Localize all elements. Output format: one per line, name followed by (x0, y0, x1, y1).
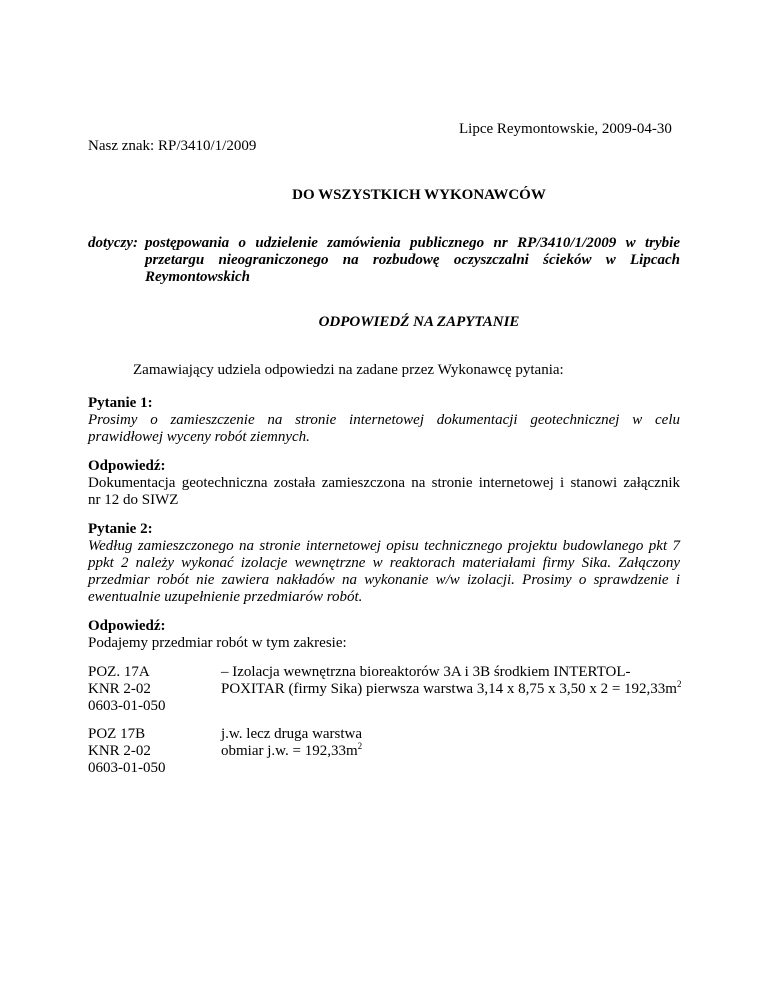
position-desc-line: obmiar j.w. = 192,33m (221, 743, 358, 759)
answer-2 (88, 618, 680, 652)
question-2-line: ppkt 2 należy wykonać izolacje wewnętrzne w reaktorach materiałami firmy Sika. Załączony (88, 555, 680, 571)
subject-line: postępowania o udzielenie zamówienia publicznego nr RP/3410/1/2009 w trybie (145, 235, 680, 251)
answer-1-line: nr 12 do SIWZ (88, 492, 179, 508)
reference-number: Nasz znak: RP/3410/1/2009 (88, 138, 257, 154)
question-1 (88, 395, 680, 446)
answer-1 (88, 458, 680, 509)
position-desc-line: j.w. lecz druga warstwa (221, 726, 363, 742)
question-2-line: przedmiar robót nie zawiera nakładów na wykonanie w/w izolacji. Prosimy o sprawdzenie i (88, 572, 680, 588)
subject-block (88, 235, 680, 286)
position-codes (88, 664, 198, 715)
position-desc-line: POXITAR (firmy Sika) pierwsza warstwa 3,14 x 8,75 x 3,50 x 2 = 192,33m (221, 681, 677, 697)
subject-line: przetargu nieograniczonego na rozbudowę oczyszczalni ścieków w Lipcach (145, 252, 680, 268)
question-2-line: ewentualnie uzupełnienie przedmiarów robót. (88, 589, 363, 605)
position-number: POZ. 17A (88, 664, 150, 680)
question-2 (88, 521, 680, 606)
position-description (221, 664, 691, 698)
position-number: POZ 17B (88, 726, 146, 742)
question-1-label: Pytanie 1: (88, 395, 153, 411)
position-code: 0603-01-050 (88, 760, 166, 776)
question-2-label: Pytanie 2: (88, 521, 153, 537)
subject-label: dotyczy: (88, 235, 138, 251)
position-desc-line: – Izolacja wewnętrzna bioreaktorów 3A i 3B środkiem INTERTOL- (221, 664, 631, 680)
position-knr: KNR 2-02 (88, 743, 151, 759)
answer-2-label: Odpowiedź: (88, 618, 166, 634)
answer-1-line: Dokumentacja geotechniczna została zamieszczona na stronie internetowej i stanowi załącznik (88, 475, 680, 491)
position-knr: KNR 2-02 (88, 681, 151, 697)
question-1-line: prawidłowej wyceny robót ziemnych. (88, 429, 310, 445)
question-2-line: Według zamieszczonego na stronie internetowej opisu technicznego projektu budowlanego pkt 7 (88, 538, 680, 554)
answer-1-label: Odpowiedź: (88, 458, 166, 474)
answer-2-line: Podajemy przedmiar robót w tym zakresie: (88, 635, 347, 651)
question-1-line: Prosimy o zamieszczenie na stronie internetowej dokumentacji geotechnicznej w celu (88, 412, 680, 428)
unit-superscript: 2 (357, 741, 363, 751)
position-code: 0603-01-050 (88, 698, 166, 714)
intro-text: Zamawiający udziela odpowiedzi na zadane przez Wykonawcę pytania: (133, 362, 564, 378)
position-codes (88, 726, 198, 777)
place-and-date: Lipce Reymontowskie, 2009-04-30 (459, 121, 672, 137)
unit-superscript: 2 (676, 679, 682, 689)
addressee-heading: DO WSZYSTKICH WYKONAWCÓW (292, 187, 546, 203)
position-description (221, 726, 691, 760)
subject-line: Reymontowskich (145, 269, 251, 285)
document-title: ODPOWIEDŹ NA ZAPYTANIE (318, 314, 520, 330)
